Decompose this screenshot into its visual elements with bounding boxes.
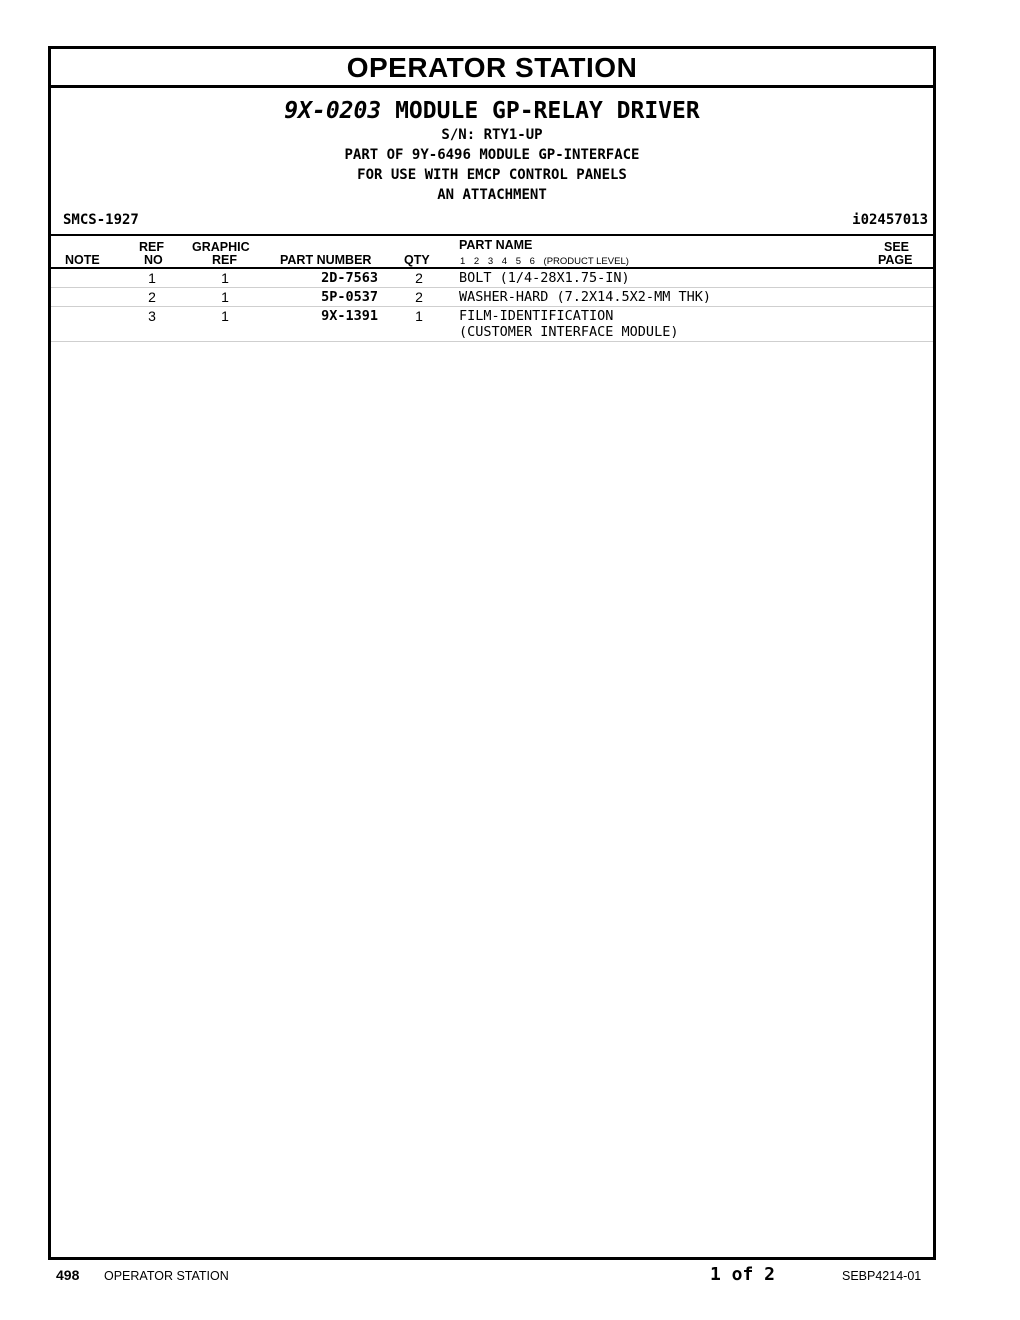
assembly-part-number: 9X-0203	[284, 98, 382, 124]
quantity: 1	[415, 308, 423, 324]
table-row	[51, 307, 933, 342]
part-name-continuation: (CUSTOMER INTERFACE MODULE)	[459, 324, 679, 340]
for-use-note: FOR USE WITH EMCP CONTROL PANELS	[357, 167, 627, 183]
col-see-top: SEE	[884, 240, 910, 254]
graphic-ref: 1	[221, 289, 229, 305]
col-graphic-bottom: REF	[212, 253, 237, 267]
graphic-ref: 1	[221, 270, 229, 286]
col-note: NOTE	[65, 253, 100, 267]
smcs-code: SMCS-1927	[63, 212, 139, 228]
parts-page-frame	[48, 46, 936, 1260]
col-ref-bottom: NO	[144, 253, 163, 267]
part-name: WASHER-HARD (7.2X14.5X2-MM THK)	[459, 289, 711, 305]
page-footer	[0, 1264, 1020, 1288]
level-numbers: 1 2 3 4 5 6	[460, 256, 535, 267]
product-level-label: (PRODUCT LEVEL)	[543, 256, 629, 267]
part-name: BOLT (1/4-28X1.75-IN)	[459, 270, 630, 286]
col-part-name: PART NAME	[459, 238, 533, 252]
part-name: FILM-IDENTIFICATION	[459, 308, 614, 324]
assembly-module-name: MODULE GP-RELAY DRIVER	[395, 98, 700, 124]
part-number: 9X-1391	[321, 308, 378, 324]
page-number: 498	[56, 1267, 80, 1283]
quantity: 2	[415, 270, 423, 286]
table-row	[51, 269, 933, 288]
table-header	[51, 236, 933, 269]
page-of-count: 1 of 2	[710, 1264, 776, 1285]
serial-range: S/N: RTY1-UP	[441, 127, 543, 143]
part-number: 5P-0537	[321, 289, 378, 305]
section-title: OPERATOR STATION	[51, 49, 933, 88]
quantity: 2	[415, 289, 423, 305]
col-see-bottom: PAGE	[878, 253, 913, 267]
footer-section: OPERATOR STATION	[104, 1269, 229, 1283]
col-part-number: PART NUMBER	[280, 253, 372, 267]
table-row	[51, 288, 933, 307]
illustration-id: i02457013	[852, 212, 928, 228]
part-number: 2D-7563	[321, 270, 378, 286]
ref-no: 2	[148, 289, 156, 305]
col-qty: QTY	[404, 253, 430, 267]
col-ref-top: REF	[139, 240, 164, 254]
ref-no: 1	[148, 270, 156, 286]
part-of-note: PART OF 9Y-6496 MODULE GP-INTERFACE	[344, 147, 640, 163]
ref-no: 3	[148, 308, 156, 324]
assembly-header	[51, 88, 933, 236]
attachment-note: AN ATTACHMENT	[437, 187, 547, 203]
col-graphic-top: GRAPHIC	[192, 240, 250, 254]
graphic-ref: 1	[221, 308, 229, 324]
document-number: SEBP4214-01	[842, 1269, 922, 1283]
assembly-title	[51, 96, 933, 126]
col-product-levels	[460, 255, 629, 269]
